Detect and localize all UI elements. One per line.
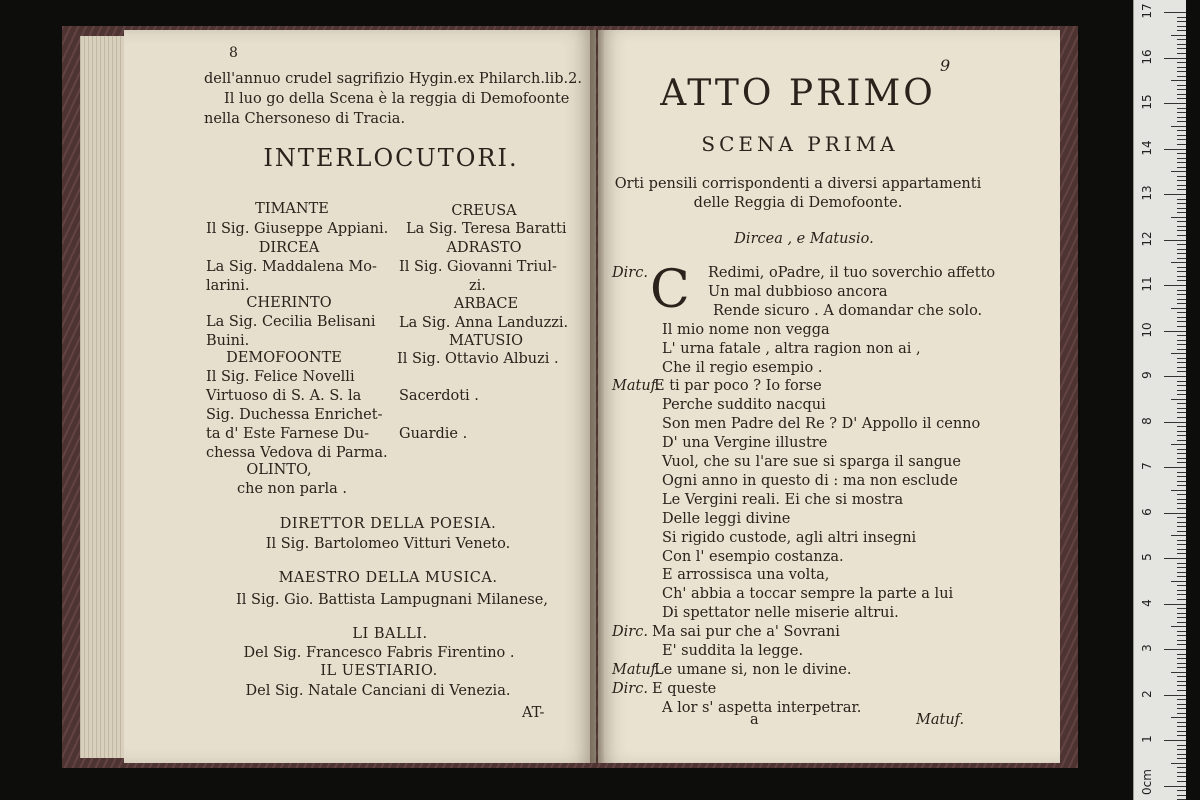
cast-line: La Sig. Anna Landuzzi. (399, 315, 569, 331)
ruler-tick (1171, 399, 1186, 400)
ruler-tick (1177, 112, 1186, 113)
ruler-tick (1177, 317, 1186, 318)
ruler-tick (1177, 48, 1186, 49)
dialogue-line: Son men Padre del Re ? D' Appollo il cenno (662, 416, 981, 433)
ruler-tick (1177, 212, 1186, 213)
measurement-ruler (1133, 0, 1186, 800)
ruler-tick (1177, 326, 1186, 327)
ruler-label: 8 (1140, 416, 1154, 425)
ruler-tick (1177, 185, 1186, 186)
ruler-tick (1177, 508, 1186, 509)
ruler-tick (1177, 590, 1186, 591)
page-edges (80, 36, 126, 758)
ruler-tick (1177, 303, 1186, 304)
ruler-tick (1177, 795, 1186, 796)
ruler-tick (1177, 176, 1186, 177)
ruler-tick (1177, 431, 1186, 432)
ruler-tick (1177, 358, 1186, 359)
dialogue-line: Che il regio esempio . (662, 359, 823, 376)
setting-line: delle Reggia di Demofoonte. (693, 195, 903, 211)
gutter-shadow (590, 30, 604, 763)
speaker-label: Dirc. (612, 265, 648, 281)
dialogue-line: A lor s' aspetta interpetrar. (662, 699, 862, 716)
ruler-label: 2 (1140, 689, 1154, 698)
ruler-tick (1177, 26, 1186, 27)
ruler-tick (1171, 353, 1186, 354)
cast-line: che non parla . (236, 481, 348, 497)
ruler-tick (1177, 613, 1186, 614)
ruler-tick (1164, 740, 1186, 741)
ruler-tick (1177, 453, 1186, 454)
cast-line: MATUSIO (449, 333, 523, 349)
ruler-tick (1164, 513, 1186, 514)
ruler-tick (1177, 608, 1186, 609)
setting-line: Orti pensili corrispondenti a diversi appartamenti (614, 176, 982, 192)
scene-title: SCENA PRIMA (701, 132, 899, 156)
ruler-tick (1177, 572, 1186, 573)
cast-line: Guardie . (399, 426, 468, 442)
dialogue-line: Le umane si, non le divine. (654, 661, 852, 678)
dialogue-line: D' una Vergine illustre (662, 435, 828, 452)
ruler-label: 11 (1140, 276, 1154, 292)
ruler-label: 12 (1140, 230, 1154, 247)
dialogue-line: L' urna fatale , altra ragion non ai , (662, 340, 921, 357)
ruler-tick (1177, 121, 1186, 122)
ruler-tick (1177, 722, 1186, 723)
ruler-tick (1177, 462, 1186, 463)
ruler-tick (1171, 672, 1186, 673)
credit-heading: MAESTRO DELLA MUSICA. (278, 570, 498, 586)
ruler-tick (1177, 767, 1186, 768)
ruler-tick (1177, 494, 1186, 495)
ruler-tick (1177, 208, 1186, 209)
ruler-tick (1171, 217, 1186, 218)
dialogue-line: Delle leggi divine (662, 510, 791, 527)
ruler-tick (1177, 367, 1186, 368)
ruler-tick (1177, 667, 1186, 668)
ruler-label: 5 (1140, 553, 1154, 561)
ruler-tick (1177, 585, 1186, 586)
speaker-label: Dirc. (612, 680, 648, 697)
ruler-tick (1171, 581, 1186, 582)
ruler-tick (1177, 731, 1186, 732)
catchword: AT- (522, 705, 545, 721)
ruler-label: 10 (1140, 321, 1154, 338)
ruler-tick (1177, 85, 1186, 86)
ruler-tick (1177, 321, 1186, 322)
ruler-tick (1164, 240, 1186, 241)
cast-line: La Sig. Teresa Baratti (406, 221, 567, 237)
ruler-tick (1177, 94, 1186, 95)
ruler-tick (1177, 276, 1186, 277)
ruler-tick (1171, 535, 1186, 536)
dialogue-line: Le Vergini reali. Ei che si mostra (662, 491, 904, 508)
ruler-tick (1177, 344, 1186, 345)
ruler-tick (1177, 253, 1186, 254)
signature-mark: a (750, 712, 759, 728)
ruler-tick (1177, 312, 1186, 313)
page-number: 9 (940, 56, 951, 75)
ruler-tick (1177, 144, 1186, 145)
ruler-tick (1177, 385, 1186, 386)
ruler-tick (1177, 271, 1186, 272)
ruler-tick (1177, 617, 1186, 618)
dialogue-line: Ma sai pur che a' Sovrani (652, 624, 840, 641)
dialogue-line: Rende sicuro . A domandar che solo. (713, 302, 983, 319)
ruler-tick (1177, 458, 1186, 459)
ruler-tick (1177, 476, 1186, 477)
ruler-tick (1164, 422, 1186, 423)
dialogue-line: Redimi, oPadre, il tuo soverchio affetto (708, 265, 996, 281)
ruler-tick (1177, 790, 1186, 791)
ruler-tick (1177, 622, 1186, 623)
ruler-tick (1171, 763, 1186, 764)
cast-line: Il Sig. Giuseppe Appiani. (206, 221, 389, 237)
ruler-tick (1177, 267, 1186, 268)
ruler-tick (1177, 758, 1186, 759)
ruler-label: 16 (1140, 48, 1154, 65)
cast-line: ADRASTO (446, 240, 522, 256)
ruler-tick (1177, 735, 1186, 736)
ruler-tick (1177, 258, 1186, 259)
ruler-tick (1171, 490, 1186, 491)
ruler-tick (1177, 390, 1186, 391)
credit-line: Il Sig. Bartolomeo Vitturi Veneto. (265, 536, 511, 552)
ruler-tick (1177, 71, 1186, 72)
ruler-tick (1177, 654, 1186, 655)
intro-line: dell'annuo crudel sagrifizio Hygin.ex Philarch.lib.2. (204, 71, 582, 87)
ruler-tick (1177, 290, 1186, 291)
ruler-tick (1177, 631, 1186, 632)
cast-line: DIRCEA (258, 240, 320, 256)
cast-line: larini. (206, 278, 250, 294)
ruler-tick (1171, 308, 1186, 309)
ruler-tick (1177, 713, 1186, 714)
ruler-label: 9 (1140, 371, 1154, 379)
ruler-tick (1177, 781, 1186, 782)
ruler-tick (1177, 749, 1186, 750)
intro-line: Il luo go della Scena è la reggia di Demofoonte (224, 91, 570, 107)
cast-line: Sig. Duchessa Enrichet- (206, 407, 383, 423)
ruler-tick (1177, 221, 1186, 222)
credit-heading: LI BALLI. (352, 626, 428, 642)
ruler-label: 4 (1140, 598, 1154, 607)
ruler-tick (1164, 331, 1186, 332)
ruler-tick (1177, 553, 1186, 554)
ruler-tick (1177, 699, 1186, 700)
dialogue-line: Si rigido custode, agli altri insegni (662, 529, 917, 546)
ruler-tick (1164, 695, 1186, 696)
ruler-tick (1177, 135, 1186, 136)
ruler-tick (1177, 30, 1186, 31)
cast-line: DEMOFOONTE (226, 350, 342, 366)
ruler-tick (1177, 394, 1186, 395)
ruler-tick (1171, 262, 1186, 263)
ruler-tick (1177, 403, 1186, 404)
cast-line: chessa Vedova di Parma. (206, 445, 388, 461)
speaker-label: Dirc. (612, 624, 648, 641)
ruler-tick (1177, 412, 1186, 413)
ruler-tick (1171, 717, 1186, 718)
ruler-tick (1177, 299, 1186, 300)
ruler-tick (1164, 786, 1186, 787)
credit-line: Del Sig. Natale Canciani di Venezia. (245, 683, 511, 699)
ruler-tick (1177, 549, 1186, 550)
ruler-tick (1177, 726, 1186, 727)
ruler-label: 17 (1140, 3, 1154, 19)
ruler-tick (1177, 663, 1186, 664)
ruler-tick (1177, 658, 1186, 659)
ruler-tick (1177, 503, 1186, 504)
cast-line: ta d' Este Farnese Du- (206, 426, 370, 442)
ruler-tick (1177, 522, 1186, 523)
ruler-tick (1177, 435, 1186, 436)
ruler-tick (1164, 194, 1186, 195)
dialogue-line: E queste (652, 680, 717, 697)
ruler-tick (1171, 444, 1186, 445)
ruler-tick (1177, 39, 1186, 40)
ruler-tick (1177, 776, 1186, 777)
ruler-tick (1171, 126, 1186, 127)
ruler-tick (1171, 171, 1186, 172)
dialogue-line: Un mal dubbioso ancora (708, 283, 888, 300)
ruler-tick (1177, 567, 1186, 568)
ruler-tick (1177, 526, 1186, 527)
cast-line: Sacerdoti . (399, 388, 479, 404)
cast-line: OLINTO, (246, 462, 312, 478)
ruler-tick (1177, 280, 1186, 281)
ruler-tick (1171, 626, 1186, 627)
characters-line: Dircea , e Matusio. (734, 231, 874, 247)
ruler-tick (1177, 640, 1186, 641)
ruler-tick (1177, 563, 1186, 564)
cast-line: TIMANTE (255, 201, 329, 217)
dialogue-line: E' suddita la legge. (662, 643, 804, 659)
ruler-tick (1177, 294, 1186, 295)
ruler-tick (1177, 485, 1186, 486)
ruler-tick (1177, 544, 1186, 545)
ruler-tick (1164, 467, 1186, 468)
ruler-tick (1177, 130, 1186, 131)
ruler-tick (1177, 499, 1186, 500)
credit-line: Il Sig. Gio. Battista Lampugnani Milanese, (236, 592, 548, 608)
ruler-tick (1177, 635, 1186, 636)
ruler-tick (1177, 21, 1186, 22)
cast-line: ARBACE (453, 296, 519, 312)
dialogue-line: Vuol, che su l'are sue si sparga il sangue (662, 454, 961, 470)
ruler-tick (1177, 440, 1186, 441)
ruler-tick (1164, 604, 1186, 605)
cast-line: Il Sig. Giovanni Triul- (399, 259, 557, 275)
ruler-tick (1177, 340, 1186, 341)
ruler-tick (1177, 644, 1186, 645)
right-page (598, 30, 1060, 763)
ruler-label: 13 (1140, 185, 1154, 201)
ruler-tick (1177, 158, 1186, 159)
ruler-tick (1177, 189, 1186, 190)
ruler-tick (1177, 371, 1186, 372)
ruler-tick (1177, 704, 1186, 705)
speaker-label: Matuf. (612, 378, 661, 395)
dialogue-line: E arrossisca una volta, (662, 567, 830, 584)
ruler-tick (1164, 285, 1186, 286)
dialogue-line: Con l' esempio costanza. (662, 548, 844, 565)
dialogue-line: Ch' abbia a toccar sempre la parte a lui (662, 586, 954, 603)
ruler-tick (1177, 708, 1186, 709)
ruler-label: 0cm (1140, 768, 1154, 795)
ruler-tick (1177, 685, 1186, 686)
page-number: 8 (229, 45, 238, 61)
ruler-label: 15 (1140, 94, 1154, 110)
ruler-tick (1164, 149, 1186, 150)
ruler-tick (1177, 203, 1186, 204)
ruler-tick (1177, 754, 1186, 755)
ruler-tick (1177, 408, 1186, 409)
ruler-tick (1177, 139, 1186, 140)
ruler-tick (1177, 449, 1186, 450)
cast-line: Il Sig. Ottavio Albuzi . (397, 351, 559, 367)
left-page (124, 30, 596, 763)
dialogue-line: Ogni anno in questo di : ma non esclude (662, 472, 958, 489)
ruler-label: 7 (1140, 462, 1154, 470)
ruler-label: 1 (1140, 735, 1154, 743)
ruler-tick (1177, 381, 1186, 382)
ruler-tick (1177, 44, 1186, 45)
ruler-tick (1177, 67, 1186, 68)
ruler-tick (1177, 98, 1186, 99)
cast-line: La Sig. Cecilia Belisani (206, 314, 376, 330)
cast-line: Buini. (206, 333, 250, 349)
ruler-tick (1171, 35, 1186, 36)
ruler-tick (1177, 230, 1186, 231)
ruler-tick (1177, 472, 1186, 473)
ruler-tick (1177, 76, 1186, 77)
ruler-label: 6 (1140, 507, 1154, 516)
ruler-tick (1177, 89, 1186, 90)
ruler-tick (1177, 53, 1186, 54)
ruler-tick (1177, 108, 1186, 109)
ruler-tick (1177, 426, 1186, 427)
ruler-tick (1177, 349, 1186, 350)
dialogue-line: Perche suddito nacqui (662, 397, 826, 414)
ruler-tick (1164, 558, 1186, 559)
cast-line: CREUSA (451, 203, 517, 219)
ruler-tick (1177, 594, 1186, 595)
cast-line: La Sig. Maddalena Mo- (206, 259, 377, 275)
intro-line: nella Chersoneso di Tracia. (204, 111, 406, 127)
ruler-label: 14 (1140, 139, 1154, 156)
ruler-tick (1177, 235, 1186, 236)
ruler-tick (1177, 17, 1186, 18)
credit-heading: DIRETTOR DELLA POESIA. (279, 516, 497, 532)
cast-line: Il Sig. Felice Novelli (206, 369, 355, 385)
dialogue-line: E ti par poco ? Io forse (654, 378, 822, 395)
ruler-tick (1177, 517, 1186, 518)
ruler-tick (1164, 103, 1186, 104)
speaker-label: Matuf. (612, 661, 661, 678)
ruler-tick (1177, 690, 1186, 691)
ruler-tick (1177, 362, 1186, 363)
dialogue-line: Il mio nome non vegga (662, 321, 830, 338)
ruler-tick (1177, 167, 1186, 168)
ruler-tick (1177, 335, 1186, 336)
ruler-label: 3 (1140, 644, 1154, 652)
cast-line: zi. (469, 278, 486, 294)
ruler-tick (1177, 576, 1186, 577)
ruler-tick (1164, 12, 1186, 13)
act-title: ATTO PRIMO (660, 73, 936, 114)
dialogue-line: Di spettator nelle miserie altrui. (662, 605, 899, 622)
ruler-tick (1177, 772, 1186, 773)
cast-line: Virtuoso di S. A. S. la (206, 388, 362, 404)
ruler-tick (1177, 599, 1186, 600)
ruler-tick (1171, 80, 1186, 81)
heading: INTERLOCUTORI. (263, 144, 519, 172)
ruler-tick (1177, 244, 1186, 245)
ruler-tick (1177, 199, 1186, 200)
ruler-tick (1177, 417, 1186, 418)
ruler-tick (1177, 117, 1186, 118)
ruler-tick (1177, 681, 1186, 682)
ruler-tick (1177, 180, 1186, 181)
catchword: Matuf. (916, 712, 965, 728)
ruler-tick (1164, 649, 1186, 650)
credit-heading: IL UESTIARIO. (320, 663, 438, 679)
ruler-tick (1177, 249, 1186, 250)
ruler-tick (1177, 531, 1186, 532)
ruler-tick (1177, 540, 1186, 541)
ruler-tick (1164, 58, 1186, 59)
ruler-tick (1177, 153, 1186, 154)
drop-cap: C (650, 260, 690, 320)
ruler-tick (1177, 162, 1186, 163)
ruler-tick (1177, 745, 1186, 746)
ruler-tick (1164, 376, 1186, 377)
ruler-tick (1177, 226, 1186, 227)
credit-line: Del Sig. Francesco Fabris Firentino . (243, 645, 515, 661)
ruler-tick (1177, 676, 1186, 677)
cast-line: CHERINTO (246, 295, 332, 311)
ruler-tick (1177, 62, 1186, 63)
ruler-tick (1177, 481, 1186, 482)
